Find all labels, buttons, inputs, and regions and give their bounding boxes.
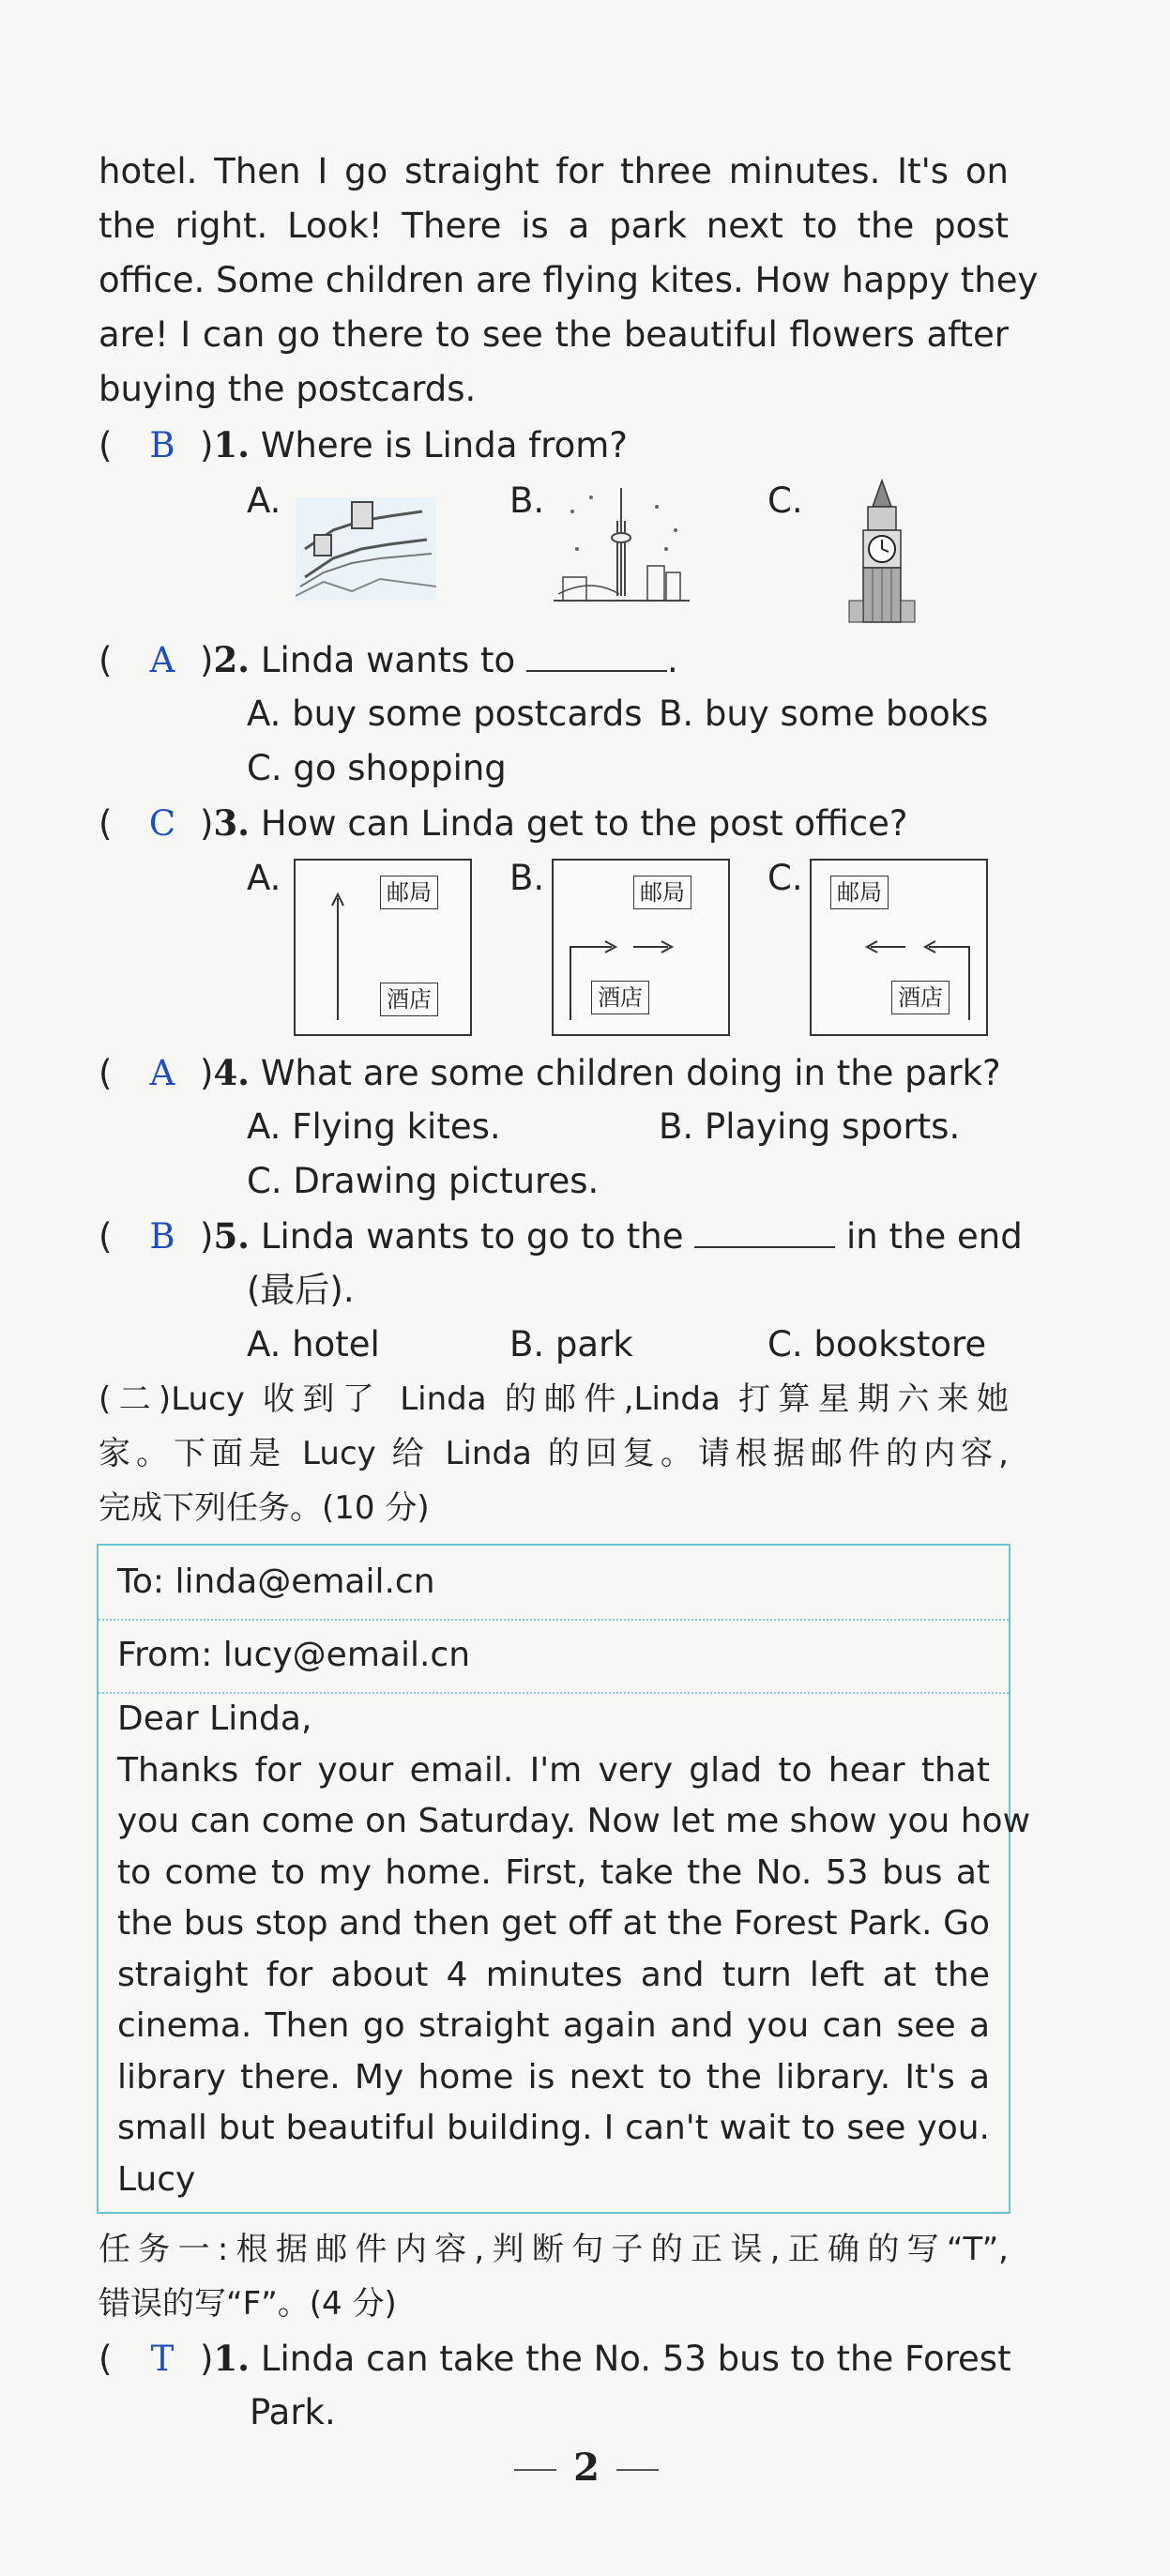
option-b-label: B. xyxy=(509,480,545,521)
question-3 xyxy=(99,796,908,851)
email-line: cinema. Then go straight again and you can see a xyxy=(117,2006,990,2045)
email-box xyxy=(97,1544,1031,2214)
section-2-instructions xyxy=(99,1372,1009,1535)
instruction-line: 家。下面是 Lucy 给 Linda 的回复。请根据邮件的内容, xyxy=(99,1435,1009,1472)
question-1 xyxy=(99,418,628,473)
task-1-question-1 xyxy=(99,2331,1009,2386)
big-ben-picture xyxy=(840,479,924,624)
email-to: To: linda@email.cn xyxy=(117,1562,435,1601)
question-number: 1. xyxy=(213,2338,251,2379)
option-c: C. Drawing pictures. xyxy=(247,1161,600,1201)
email-body xyxy=(117,1694,1031,2205)
question-number: 2. xyxy=(213,639,251,680)
route-map-a xyxy=(294,859,472,1036)
question-number: 3. xyxy=(213,802,251,844)
reading-passage xyxy=(99,145,1039,417)
option-a-label: A. xyxy=(247,858,281,898)
answer-4: A xyxy=(149,1053,175,1093)
route-map-c xyxy=(810,859,988,1036)
question-text: What are some children doing in the park? xyxy=(260,1053,1001,1093)
hotel-label: 酒店 xyxy=(380,983,438,1016)
hotel-label: 酒店 xyxy=(891,981,950,1014)
email-line: straight for about 4 minutes and turn left at the xyxy=(117,1955,990,1994)
option-b: B. buy some books xyxy=(659,694,989,734)
task-1-instructions xyxy=(99,2222,1009,2331)
close-paren: ) xyxy=(200,803,214,844)
dash-left xyxy=(514,2469,556,2471)
answer-5: B xyxy=(149,1216,175,1257)
answer-2: A xyxy=(149,640,175,680)
open-paren: ( xyxy=(99,1216,113,1257)
question-text: Linda wants to go to the xyxy=(260,1216,684,1257)
option-c-label: C. xyxy=(767,858,803,898)
route-arrow-icon xyxy=(812,861,986,1034)
route-map-b xyxy=(552,859,730,1036)
option-a: A. buy some postcards xyxy=(247,694,643,734)
question-text: How can Linda get to the post office? xyxy=(260,803,908,844)
open-paren: ( xyxy=(99,640,113,680)
close-paren: ) xyxy=(200,1216,214,1257)
question-text: Linda wants to xyxy=(260,640,516,680)
option-a: A. hotel xyxy=(247,1324,380,1364)
route-arrow-icon xyxy=(554,861,728,1034)
email-line: to come to my home. First, take the No. 53 bus at xyxy=(117,1852,990,1892)
page-number-value: 2 xyxy=(573,2446,600,2490)
open-paren: ( xyxy=(99,2339,113,2379)
question-number: 1. xyxy=(213,424,251,465)
close-paren: ) xyxy=(200,2339,214,2379)
instruction-line: 任务一:根据邮件内容,判断句子的正误,正确的写“T”, xyxy=(99,2231,1009,2268)
answer-blank xyxy=(526,642,667,672)
close-paren: ) xyxy=(200,1053,214,1093)
email-line: the bus stop and then get off at the Forest Park. Go xyxy=(117,1904,990,1943)
answer-1: B xyxy=(149,425,175,465)
page-number xyxy=(422,2445,751,2492)
open-paren: ( xyxy=(99,1053,113,1093)
question-2 xyxy=(99,633,678,688)
hotel-label: 酒店 xyxy=(591,981,649,1014)
open-paren: ( xyxy=(99,425,113,465)
question-text-end: . xyxy=(666,640,678,680)
question-4 xyxy=(99,1045,1001,1101)
passage-line: the right. Look! There is a park next to the post xyxy=(99,206,1009,246)
option-b: B. park xyxy=(509,1324,633,1364)
open-paren: ( xyxy=(99,803,113,844)
option-c: C. bookstore xyxy=(767,1324,987,1364)
email-from-row xyxy=(99,1619,1009,1694)
close-paren: ) xyxy=(200,640,214,680)
question-text-end: in the end xyxy=(846,1216,1023,1257)
option-c-label: C. xyxy=(767,480,803,521)
dash-right xyxy=(616,2469,659,2471)
option-b: B. Playing sports. xyxy=(659,1106,961,1147)
post-office-label: 邮局 xyxy=(633,876,691,909)
question-number: 5. xyxy=(213,1215,251,1257)
instruction-line: 完成下列任务。(10 分) xyxy=(99,1489,430,1527)
email-line: you can come on Saturday. Now let me show you how xyxy=(117,1802,1031,1840)
route-arrow-icon xyxy=(296,861,470,1034)
email-from: From: lucy@email.cn xyxy=(117,1636,471,1674)
email-signature: Lucy xyxy=(117,2159,196,2199)
instruction-line: 错误的写“F”。(4 分) xyxy=(99,2285,397,2323)
answer-t1: T xyxy=(150,2339,175,2379)
option-a-label: A. xyxy=(247,480,281,521)
answer-3: C xyxy=(148,803,176,844)
option-c: C. go shopping xyxy=(247,748,507,788)
answer-blank xyxy=(694,1218,835,1248)
option-b-label: B. xyxy=(509,858,545,898)
question-text-continued: Park. xyxy=(250,2392,336,2432)
passage-line: are! I can go there to see the beautiful flowers after xyxy=(99,314,1009,355)
question-text: Where is Linda from? xyxy=(260,425,628,465)
option-a: A. Flying kites. xyxy=(247,1106,501,1147)
email-line: Dear Linda, xyxy=(117,1700,312,1738)
instruction-line: (二)Lucy 收到了 Linda 的邮件,Linda 打算星期六来她 xyxy=(99,1380,1009,1418)
question-text: Linda can take the No. 53 bus to the Forest xyxy=(260,2339,1011,2379)
post-office-label: 邮局 xyxy=(830,876,889,909)
email-to-row xyxy=(99,1546,1009,1621)
email-line: small but beautiful building. I can't wait to see you. xyxy=(117,2109,990,2147)
cn-tower-picture xyxy=(554,483,690,610)
passage-line: buying the postcards. xyxy=(99,369,477,409)
post-office-label: 邮局 xyxy=(380,876,438,909)
question-note: (最后). xyxy=(247,1270,355,1310)
passage-line: hotel. Then I go straight for three minutes. It's on xyxy=(99,151,1009,191)
question-5 xyxy=(99,1209,1023,1264)
email-line: Thanks for your email. I'm very glad to hear that xyxy=(117,1750,990,1790)
email-line: library there. My home is next to the library. It's a xyxy=(117,2057,990,2096)
close-paren: ) xyxy=(200,425,214,465)
great-wall-picture xyxy=(296,493,436,601)
passage-line: office. Some children are flying kites. How happy they xyxy=(99,260,1039,300)
question-number: 4. xyxy=(213,1052,251,1093)
